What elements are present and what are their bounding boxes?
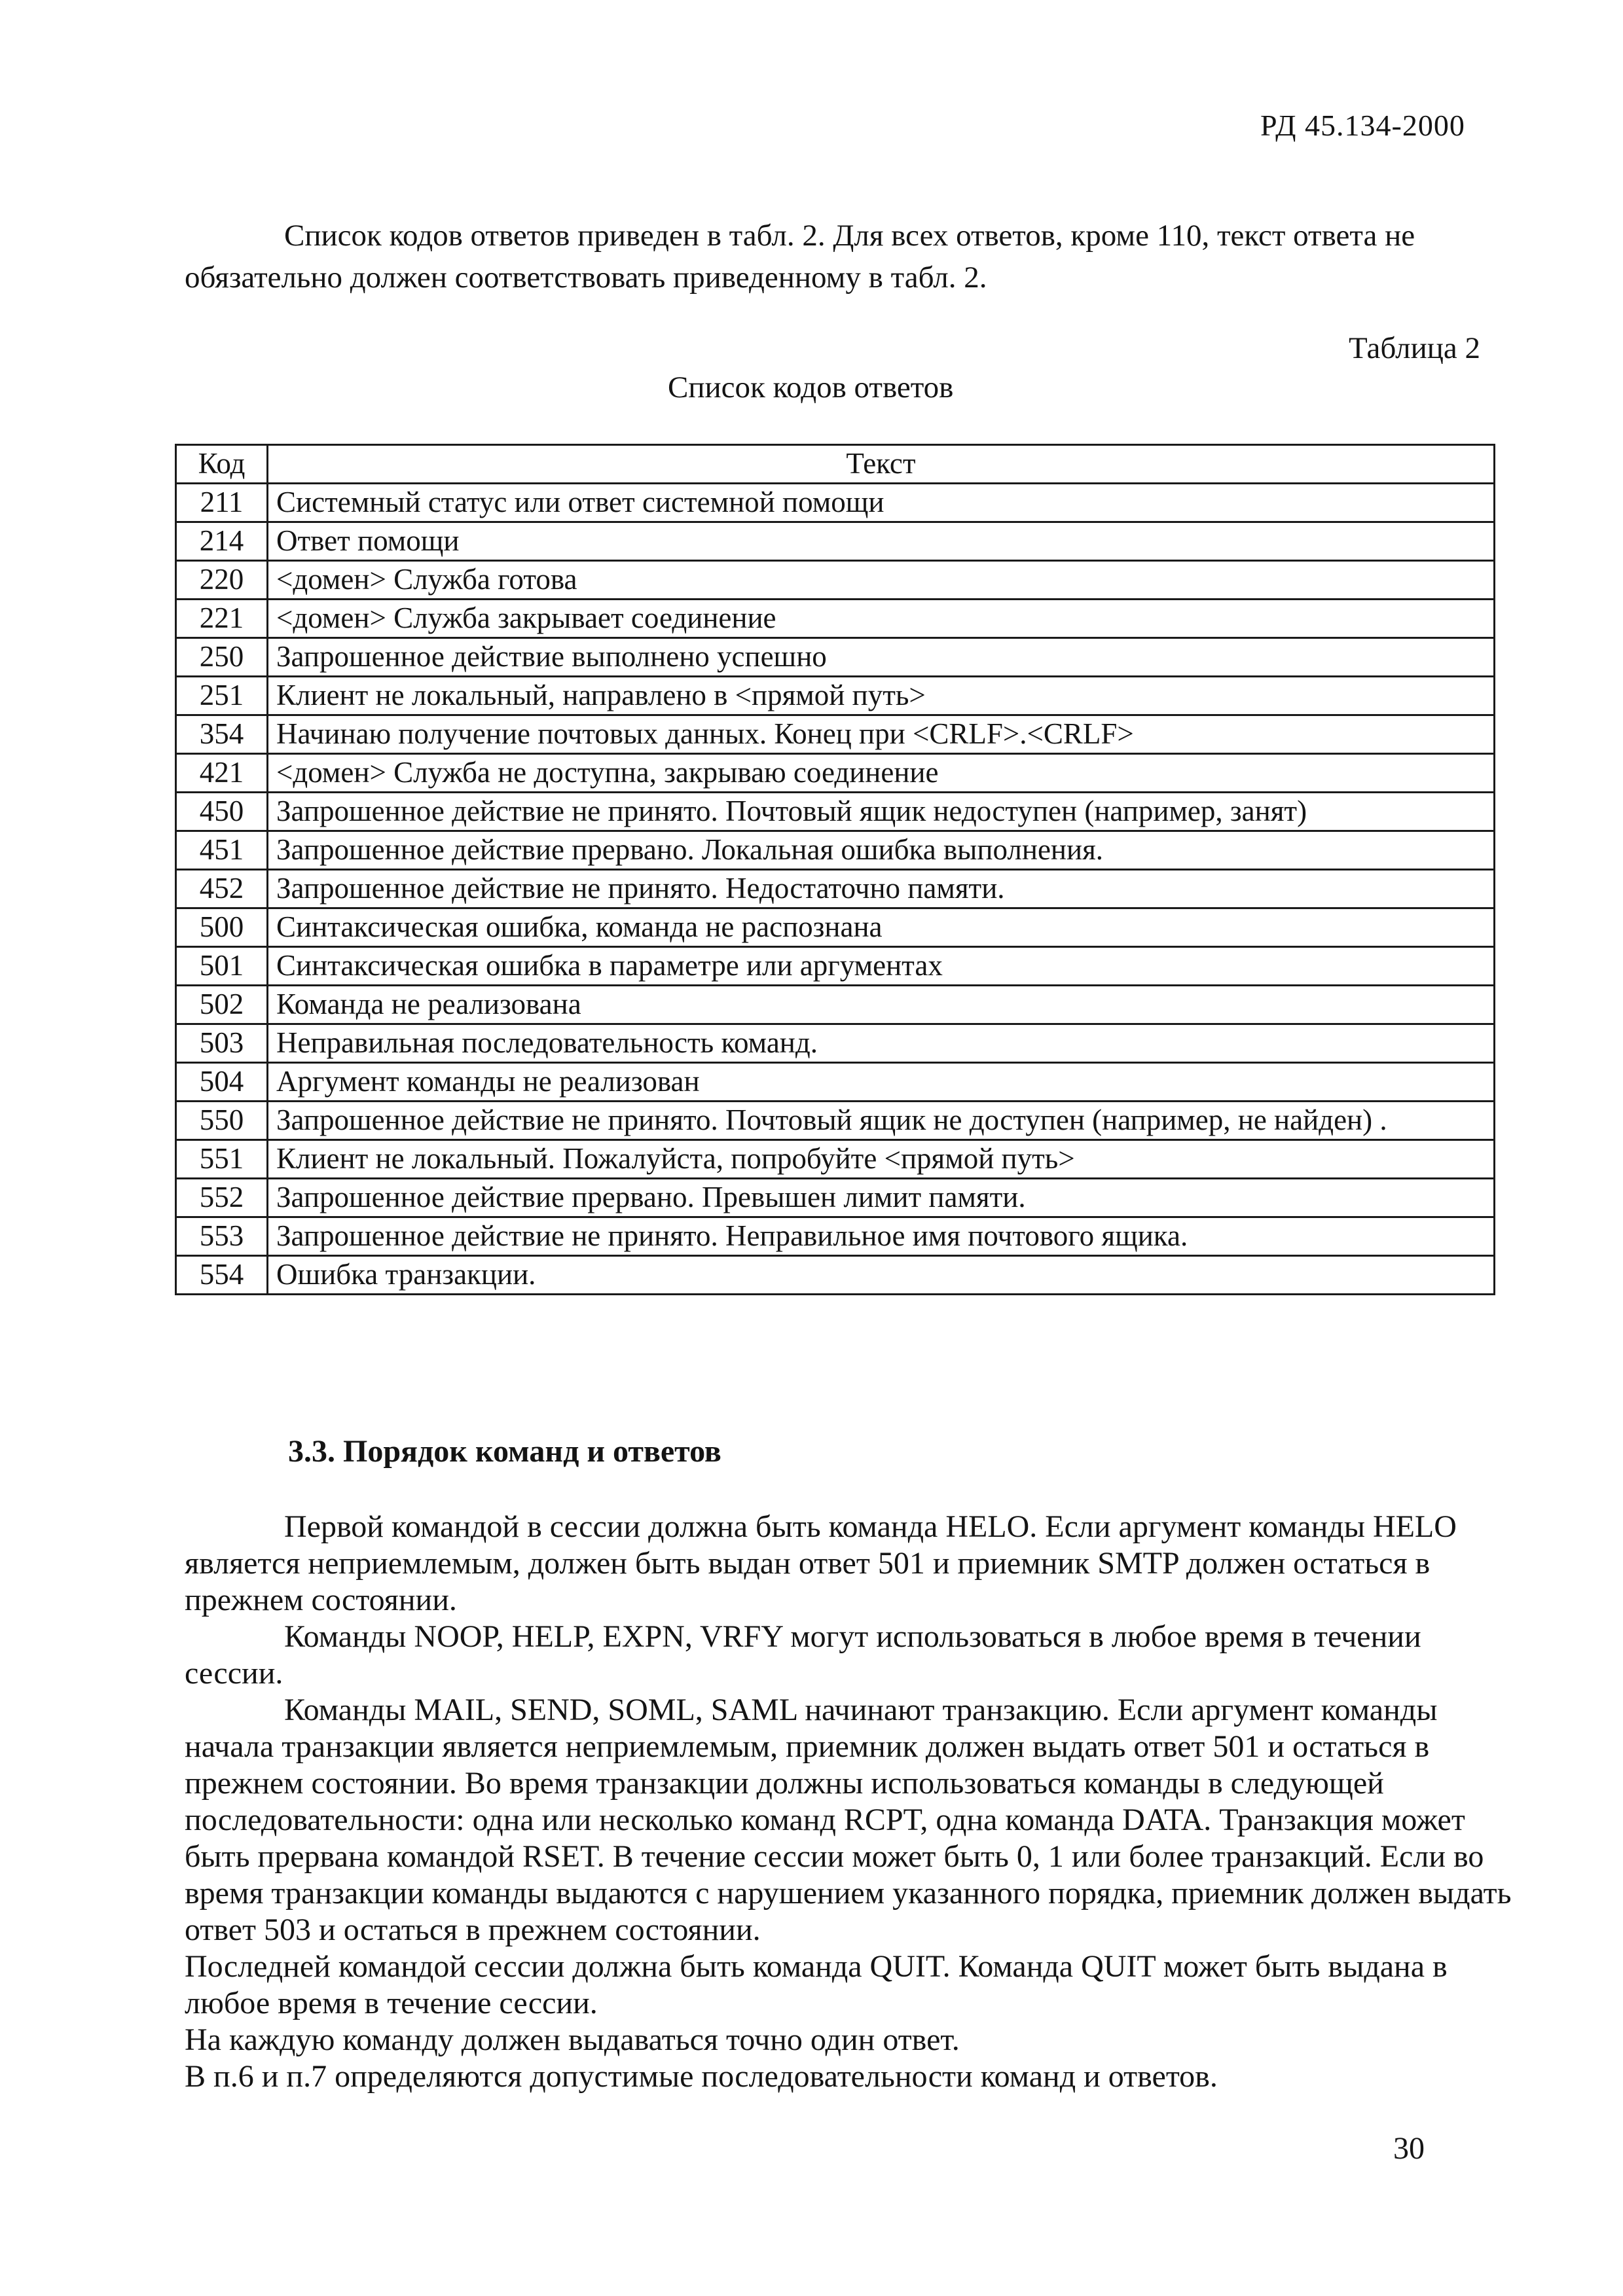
reply-text-cell: Начинаю получение почтовых данных. Конец при <CRLF>.<CRLF> [268, 715, 1495, 754]
section-heading: 3.3. Порядок команд и ответов [288, 1434, 721, 1469]
page-number: 30 [1393, 2131, 1425, 2166]
reply-code-cell: 221 [176, 600, 268, 638]
table-row [176, 715, 1495, 754]
reply-text-cell: Запрошенное действие не принято. Недостаточно памяти. [268, 870, 1495, 908]
table-row [176, 793, 1495, 831]
reply-code-cell: 553 [176, 1217, 268, 1256]
reply-text-cell: Команда не реализована [268, 986, 1495, 1024]
body-paragraph: Первой командой в сессии должна быть команда HELO. Если аргумент команды HELO является неприемлемым, должен быть выдан ответ 501 и приемник SMTP должен остаться в прежнем состоянии. [185, 1509, 1457, 1617]
reply-code-cell: 552 [176, 1179, 268, 1217]
table-row [176, 1102, 1495, 1140]
table-row [176, 908, 1495, 947]
reply-text-cell: Запрошенное действие прервано. Превышен лимит памяти. [268, 1179, 1495, 1217]
table-row [176, 484, 1495, 522]
reply-text-cell: Запрошенное действие не принято. Почтовый ящик недоступен (например, занят) [268, 793, 1495, 831]
body-paragraph: Последней командой сессии должна быть команда QUIT. Команда QUIT может быть выдана в любое время в течение сессии. [185, 1949, 1448, 2020]
reply-text-cell: Ответ помощи [268, 522, 1495, 561]
reply-text-cell: Клиент не локальный, направлено в <прямой путь> [268, 677, 1495, 715]
reply-codes-table [175, 444, 1495, 1295]
table-row [176, 561, 1495, 600]
table-row [176, 1179, 1495, 1217]
reply-text-cell: Запрошенное действие не принято. Неправильное имя почтового ящика. [268, 1217, 1495, 1256]
reply-text-cell: Клиент не локальный. Пожалуйста, попробуйте <прямой путь> [268, 1140, 1495, 1179]
reply-code-cell: 211 [176, 484, 268, 522]
reply-text-cell: Синтаксическая ошибка, команда не распознана [268, 908, 1495, 947]
reply-code-cell: 554 [176, 1256, 268, 1295]
reply-text-cell: Запрошенное действие не принято. Почтовый ящик не доступен (например, не найден) . [268, 1102, 1495, 1140]
body-paragraph: Команды NOOP, HELP, EXPN, VRFY могут использоваться в любое время в течении сессии. [185, 1619, 1421, 1691]
table-row [176, 831, 1495, 870]
reply-code-cell: 502 [176, 986, 268, 1024]
table-row [176, 522, 1495, 561]
section-body [185, 1509, 1514, 2095]
reply-code-cell: 250 [176, 638, 268, 677]
table-row [176, 638, 1495, 677]
reply-text-cell: Запрошенное действие прервано. Локальная ошибка выполнения. [268, 831, 1495, 870]
table-row [176, 986, 1495, 1024]
table-label: Таблица 2 [1349, 331, 1481, 365]
reply-text-cell: Синтаксическая ошибка в параметре или аргументах [268, 947, 1495, 986]
intro-paragraph: Список кодов ответов приведен в табл. 2. Для всех ответов, кроме 110, текст ответа не обязательно должен соответствовать приведенному в табл. 2. [185, 219, 1415, 295]
reply-text-cell: <домен> Служба готова [268, 561, 1495, 600]
column-header-text: Текст [268, 445, 1495, 484]
table-title: Список кодов ответов [668, 370, 954, 404]
table-body [176, 484, 1495, 1295]
table-row [176, 1217, 1495, 1256]
reply-text-cell: <домен> Служба не доступна, закрываю соединение [268, 754, 1495, 793]
reply-code-cell: 251 [176, 677, 268, 715]
table-row [176, 600, 1495, 638]
table-row [176, 947, 1495, 986]
reply-code-cell: 550 [176, 1102, 268, 1140]
reply-text-cell: Ошибка транзакции. [268, 1256, 1495, 1295]
table-row [176, 754, 1495, 793]
body-paragraph: Команды MAIL, SEND, SOML, SAML начинают транзакцию. Если аргумент команды начала транзакции является неприемлемым, приемник должен выдать ответ 501 и остаться в прежнем состоянии. Во время транзакции должны использоваться команды в следующей последовательности: одна или несколько команд RCPT, одна команда DATA. Транзакция может быть прервана командой RSET. В течение сессии может быть 0, 1 или более транзакций. Если во время транзакции команды выдаются с нарушением указанного порядка, приемник должен выдать ответ 503 и остаться в прежнем состоянии. [185, 1693, 1512, 1947]
table-row [176, 870, 1495, 908]
reply-code-cell: 504 [176, 1063, 268, 1102]
column-header-code: Код [176, 445, 268, 484]
document-code: РД 45.134-2000 [1260, 109, 1465, 142]
reply-code-cell: 503 [176, 1024, 268, 1063]
reply-text-cell: Запрошенное действие выполнено успешно [268, 638, 1495, 677]
body-paragraph: В п.6 и п.7 определяются допустимые последовательности команд и ответов. [185, 2059, 1218, 2094]
table-header-row [176, 445, 1495, 484]
reply-text-cell: Системный статус или ответ системной помощи [268, 484, 1495, 522]
reply-code-cell: 214 [176, 522, 268, 561]
reply-code-cell: 452 [176, 870, 268, 908]
reply-text-cell: Неправильная последовательность команд. [268, 1024, 1495, 1063]
reply-text-cell: Аргумент команды не реализован [268, 1063, 1495, 1102]
table-row [176, 1256, 1495, 1295]
reply-code-cell: 220 [176, 561, 268, 600]
table-row [176, 677, 1495, 715]
reply-code-cell: 354 [176, 715, 268, 754]
table-row [176, 1063, 1495, 1102]
table-row [176, 1024, 1495, 1063]
reply-code-cell: 450 [176, 793, 268, 831]
body-paragraph: На каждую команду должен выдаваться точно один ответ. [185, 2022, 960, 2057]
reply-code-cell: 451 [176, 831, 268, 870]
table-row [176, 1140, 1495, 1179]
reply-code-cell: 501 [176, 947, 268, 986]
reply-code-cell: 551 [176, 1140, 268, 1179]
reply-code-cell: 421 [176, 754, 268, 793]
reply-code-cell: 500 [176, 908, 268, 947]
reply-text-cell: <домен> Служба закрывает соединение [268, 600, 1495, 638]
